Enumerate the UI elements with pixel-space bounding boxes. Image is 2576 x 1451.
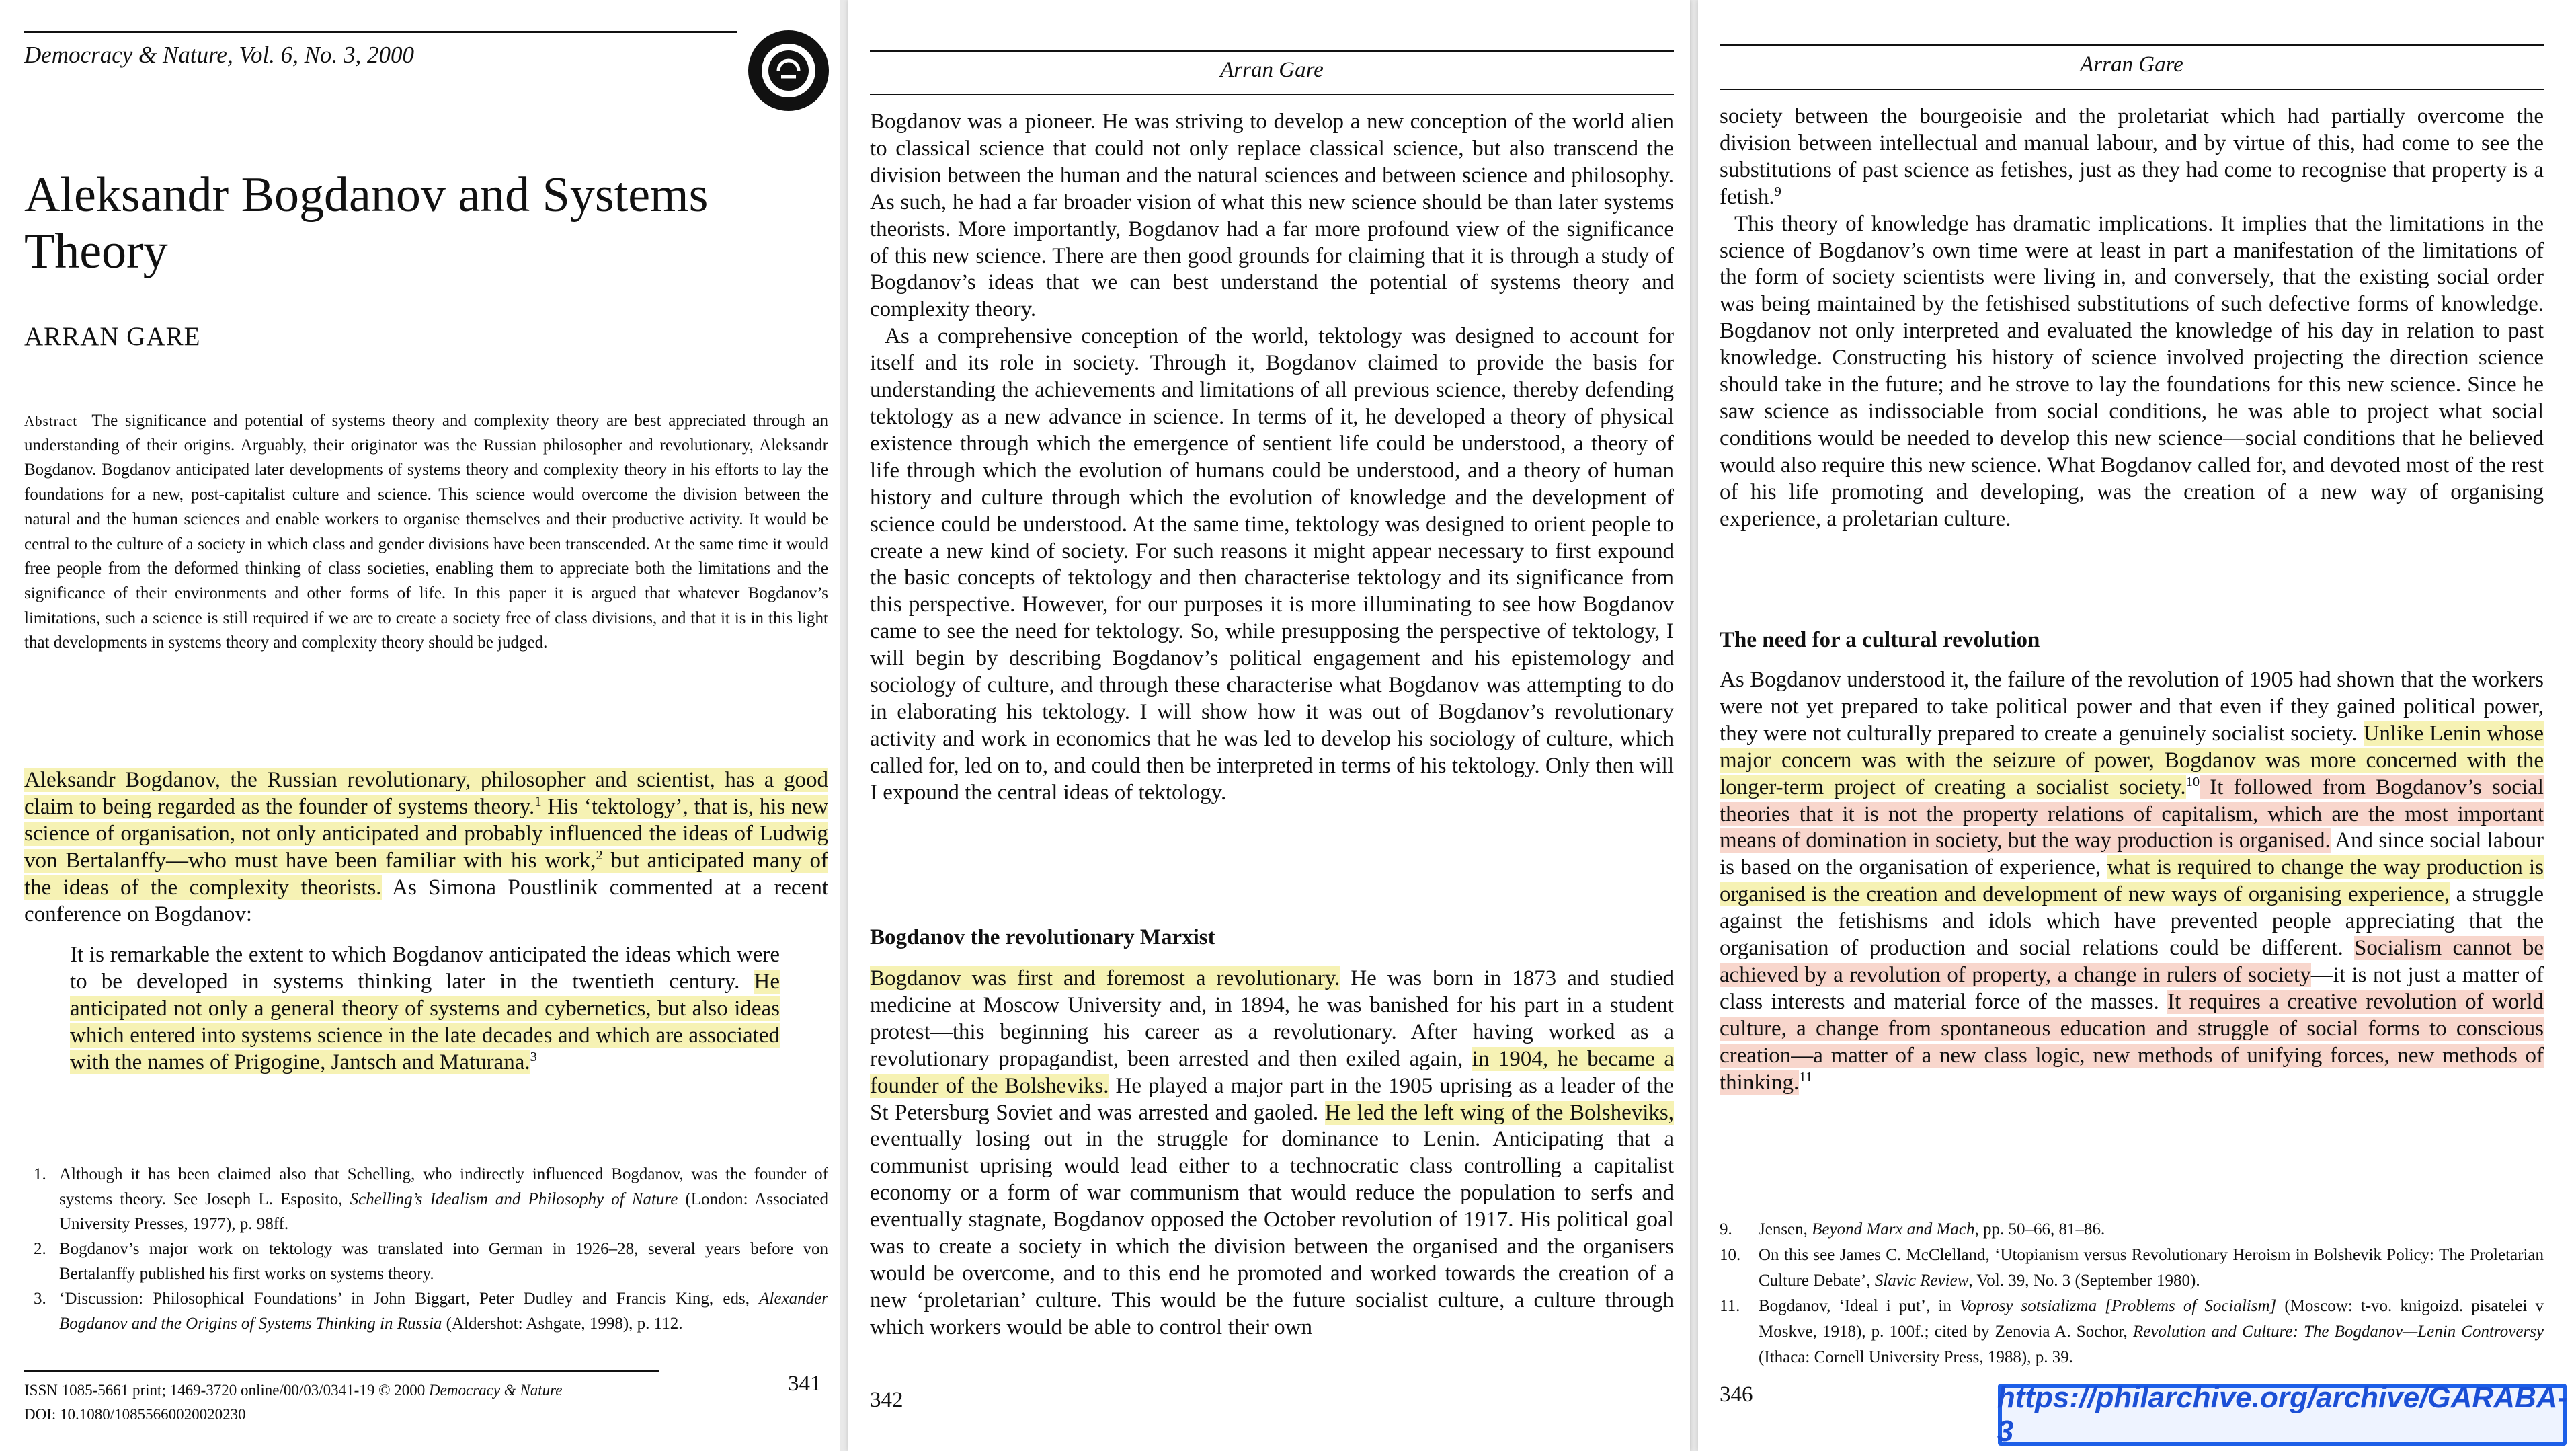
highlight-quote: He anticipated not only a general theory of systems and cybernetics, but also ideas which entered into systems science in the late decades and which are associated with the names of Prigogine, Jantsch and Maturana.: [70, 970, 780, 1074]
footnote-title: Schelling’s Idealism and Philosophy of Nature: [350, 1190, 678, 1208]
paragraph-text: As Simona Poustlinik commented at a recent conference on Bogdanov:: [24, 875, 829, 927]
paragraph: [870, 966, 1674, 1341]
footnote-text: Although it has been claimed also that Schelling, who indirectly influenced Bogdanov, was the founder of systems theory. See Joseph L. Esposito,: [59, 1165, 828, 1208]
paragraph: Bogdanov was a pioneer. He was striving to develop a new conception of the world alien to classical science that could not only replace classical science, but also transcend the division between the human and the natural sciences and between science and philosophy. As such, he had a far broader vision of what this new science should be than later systems theorists. More importantly, Bogdanov had a far more profound view of the significance of this new science. There are then good grounds for claiming that it is through a study of Bogdanov’s ideas that we can best understand the potential of systems theory and complexity theory.: [870, 110, 1674, 322]
highlight-socialism-property: Socialism cannot be achieved by a revolution of property, a change in rulers of society: [1720, 936, 2544, 987]
footnote-ref[interactable]: 10: [2185, 774, 2200, 789]
highlight-lenin-contrast: Unlike Lenin whose major concern was with the seizure of power, Bogdanov was more concerned with the longer-term project of creating a socialist society.: [1720, 721, 2544, 799]
text-block: [870, 966, 1674, 1341]
page-number: 341: [788, 1372, 821, 1396]
footnote-2: [34, 1237, 828, 1286]
highlight-text: His ‘tektology’, that is, his new science of organisation, not only anticipated and probably influenced the ideas of Ludwig von Bertalanffy—who must have been familiar with his work,: [24, 795, 828, 873]
paragraph-text: He was born in 1873 and studied medicine at Moscow University and, in 1894, he was banished for his part in a student protest—this beginning his career as a revolutionary. After having worked as a revolutionary propagandist, been arrested and then exiled again,: [870, 966, 1675, 1071]
running-head: Arran Gare: [2080, 52, 2183, 77]
footnote-text: , Vol. 39, No. 3 (September 1980).: [1968, 1271, 2200, 1290]
highlight-production-organised: It followed from Bogdanov’s social theories that it is not the property relations of capitalism, which are the most important means of domination in society, but the way production is organised.: [1720, 775, 2544, 853]
footnote-text: (Aldershot: Ashgate, 1998), p. 112.: [442, 1315, 683, 1333]
paragraph: [1720, 104, 2544, 211]
pdf-page-346: [1698, 0, 2576, 1451]
paragraph-text: eventually losing out in the struggle for dominance to Lenin. Anticipating that a communist uprising would lead either to a technocratic class controlling a capitalist economy or a form of war communism that would reduce the population to serfs and eventually stagnate, Bogdanov opposed the October revolution of 1917. His political goal was to create a society in which the division between the organised and the organisers would be overcome, and to this end he promoted and worked towards the creation of a new ‘proletarian’ culture. This would be the future socialist culture, a culture through which workers would be able to control their own: [870, 1127, 1674, 1339]
footnote-title: Beyond Marx and Mach: [1812, 1220, 1975, 1239]
header-rule-lower: [1720, 89, 2544, 90]
footnote-title: Slavic Review: [1874, 1271, 1969, 1290]
footnote-ref[interactable]: 3: [530, 1050, 537, 1064]
paragraph-text: He played a major part in the 1905 uprising as a leader of the St Petersburg Soviet and was arrested and gaoled.: [870, 1073, 1675, 1125]
highlight-bolsheviks-founder: in 1904, he became a founder of the Bolsheviks.: [870, 1046, 1674, 1098]
paragraph-text: a struggle against the fetishisms and idols which have prevented people appreciating that the organisation of production and social relations could be different.: [1720, 882, 2544, 961]
highlight-left-wing: He led the left wing of the Bolsheviks,: [1324, 1100, 1674, 1125]
text-block: [1720, 667, 2544, 1097]
paragraph: This theory of knowledge has dramatic implications. It implies that the limitations in the science of Bogdanov’s own time were at least in part a manifestation of the limitations of the form of society scientists were living in, and conversely, that the existing social order was being maintained by the fetishised substitutions of such defective forms of knowledge. Bogdanov not only interpreted and evaluated the knowledge of his day in relation to past knowledge. Constructing his history of science involved projecting the direction science should take in the future; and he strove to lay the foundations for this new science. Since he saw science as indissociable from social conditions, he was able to project what social conditions would be needed to develop this new science—social conditions that he believed would also require this new science. What Bogdanov called for, and devoted most of the rest of his life promoting and developing, was the creation of a new way of organising experience, a proletarian culture.: [1720, 211, 2544, 531]
footnotes: [1720, 1217, 2544, 1370]
abstract-text: The significance and potential of systems theory and complexity theory are best appreciated through an understanding of their origins. Arguably, their originator was the Russian philosopher and revolutionary, Aleksandr Bogdanov. Bogdanov anticipated later developments of systems theory and complexity theory in his efforts to lay the foundations for a new, post-capitalist culture and science. This science would overcome the division between the natural and the human sciences and enable workers to organise themselves and their productive activity. It would be central to the culture of a society in which class and gender divisions have been transcended. At the same time it would free people from the deformed thinking of class societies, enabling them to appreciate both the limitations and the significance of their environments and other forms of life. In this paper it is argued that whatever Bogdanov’s limitations, such a science is still required if we are to create a society free of class divisions, and that it is in this light that developments in systems theory and complexity theory should be judged.: [24, 411, 829, 652]
issn-text: [24, 1378, 562, 1403]
footnote-number: 11.: [1720, 1297, 1740, 1315]
text-block: [870, 109, 1674, 807]
publisher-logo-icon: [746, 28, 831, 113]
journal-citation: Democracy & Nature, Vol. 6, No. 3, 2000: [24, 42, 415, 68]
footnote-9: [1720, 1217, 2544, 1243]
footnote-1: [34, 1162, 828, 1237]
article-title: Aleksandr Bogdanov and Systems Theory: [24, 167, 709, 279]
footnote-text: Bogdanov’s major work on tektology was translated into German in 1926–28, several years before von Bertalanffy published his first works on systems theory.: [59, 1240, 828, 1283]
header-rule: [1720, 44, 2544, 46]
footnote-ref[interactable]: 1: [534, 794, 542, 809]
footnote-title: Revolution and Culture: The Bogdanov—Lenin Controversy: [2132, 1323, 2544, 1341]
doi-text: DOI: 10.1080/10855660020020230: [24, 1406, 246, 1423]
paragraph: As a comprehensive conception of the world, tektology was designed to account for itself and its role in society. Through it, Bogdanov claimed to provide the basis for understanding the achievements and limitations of all previous science, thereby defending tektology as a new advance in science. In terms of it, he developed a theory of physical existence through which the emergence of sentient life could be understood, a theory of life through which the evolution of humans could be understood, and a theory of human history and culture through which the evolution of knowledge and the development of science could be understood. At the same time, tektology was designed to orient people to create a new kind of society. For such reasons it might appear necessary to first expound the basic concepts of tektology and then characterise tektology and its significance from this perspective. However, for our purposes it is more illuminating to see how Bogdanov came to see the need for tektology. So, while presupposing the perspective of tektology, I will begin by describing Bogdanov’s political engagement and his epistemology and sociology of culture, and through these characterise what Bogdanov was attempting to do in elaborating his tektology. I will show how it was out of Bogdanov’s revolutionary activity and work in economics that he was led to develop his sociology of culture, which called for, led on to, and could then be interpreted in terms of his tektology. Only then will I expound the central ideas of tektology.: [870, 324, 1674, 805]
pdf-page-342: [848, 0, 1690, 1451]
footnote-text: On this see James C. McClelland, ‘Utopianism versus Revolutionary Heroism in Bolshevik Policy: The Proletarian Culture Debate’,: [1759, 1246, 2544, 1290]
header-rule: [870, 50, 1674, 52]
highlight-creative-revolution: It requires a creative revolution of world culture, a change from spontaneous education and struggle of social forms to conscious creation—a matter of a new class logic, new methods of unifying forces, new methods of thinking.: [1720, 989, 2544, 1095]
highlight-text: Aleksandr Bogdanov, the Russian revolutionary, philosopher and scientist, has a good claim to being regarded as the founder of systems theory.: [24, 768, 828, 819]
footnote-ref[interactable]: 11: [1799, 1069, 1812, 1085]
author-name: ARRAN GARE: [24, 322, 201, 351]
footnotes: [34, 1162, 828, 1336]
footnote-text: (Ithaca: Cornell University Press, 1988), p. 39.: [1759, 1348, 2073, 1366]
section-heading: Bogdanov the revolutionary Marxist: [870, 925, 1215, 949]
header-rule: [24, 31, 737, 33]
footnote-title: Alexander Bogdanov and the Origins of Systems Thinking in Russia: [59, 1290, 828, 1333]
abstract: [24, 409, 828, 656]
header-rule-lower: [870, 94, 1674, 95]
issn-prefix: ISSN 1085-5661 print; 1469-3720 online/00/03/0341-19 © 2000: [24, 1382, 430, 1399]
page-number: 346: [1720, 1382, 1753, 1407]
text-block: [1720, 104, 2544, 533]
footnote-11: [1720, 1294, 2544, 1370]
highlight-revolutionary: Bogdanov was first and foremost a revolutionary.: [870, 966, 1340, 990]
pdf-page-341: [0, 0, 840, 1451]
footnote-text: Jensen,: [1759, 1220, 1812, 1239]
intro-paragraph: [24, 767, 828, 928]
footnote-number: 10.: [1720, 1246, 1741, 1264]
paragraph-text: And since social labour is based on the organisation of experience,: [1720, 828, 2544, 880]
source-url-link[interactable]: https://philarchive.org/archive/GARABA-3: [1997, 1381, 2568, 1448]
footnote-title: Voprosy sotsializma [Problems of Socialism]: [1959, 1297, 2277, 1315]
footnote-text: Bogdanov, ‘Ideal i put’, in: [1759, 1297, 1960, 1315]
footnote-text: (London: Associated University Presses, 1977), p. 98ff.: [59, 1190, 828, 1233]
footnote-3: [34, 1286, 828, 1336]
running-head: Arran Gare: [1220, 58, 1324, 82]
footnote-10: [1720, 1243, 2544, 1294]
paragraph-text: As Bogdanov understood it, the failure of the revolution of 1905 had shown that the workers were not yet prepared to take political power and that even if they gained political power, they were not culturally prepared to create a genuinely socialist society.: [1720, 668, 2544, 746]
paragraph: [1720, 667, 2544, 1097]
footnote-number: 9.: [1720, 1220, 1732, 1239]
footnote-text: ‘Discussion: Philosophical Foundations’ in John Biggart, Peter Dudley and Francis King, eds,: [59, 1290, 760, 1308]
footnote-number: 1.: [34, 1165, 46, 1183]
quote-text: It is remarkable the extent to which Bogdanov anticipated the ideas which were to be developed in systems thinking later in the twentieth century.: [70, 943, 780, 994]
page-number: 342: [870, 1388, 903, 1412]
footnote-text: (Moscow: t-vo. knigoizd. pisatelei v Moskve, 1918), p. 100f.; cited by Zenovia A. Sochor,: [1759, 1297, 2544, 1341]
footnote-number: 3.: [34, 1290, 46, 1308]
footnote-number: 2.: [34, 1240, 46, 1258]
issn-line: [24, 1378, 562, 1427]
abstract-label: Abstract: [24, 413, 78, 429]
block-quote: [70, 941, 780, 1076]
footnote-ref[interactable]: 2: [596, 848, 603, 863]
footnote-ref[interactable]: 9: [1774, 184, 1781, 199]
footer-rule: [24, 1370, 659, 1372]
section-heading: The need for a cultural revolution: [1720, 628, 2040, 652]
footnote-text: , pp. 50–66, 81–86.: [1974, 1220, 2105, 1239]
highlight-text: but anticipated many of the ideas of the complexity theorists.: [24, 849, 828, 900]
paragraph-text: society between the bourgeoisie and the proletariat which had partially overcome the division between intellectual and manual labour, and by virtue of this, had come to see the substitutions of past science as fetishes, just as they had come to recognise that property is a fetish.: [1720, 104, 2544, 209]
highlight-organising-experience: what is required to change the way production is organised is the creation and development of new ways of organising experience,: [1720, 855, 2544, 907]
paragraph-text: —it is not just a matter of class interests and material force of the masses.: [1720, 962, 2544, 1014]
issn-journal: Democracy & Nature: [429, 1382, 563, 1399]
